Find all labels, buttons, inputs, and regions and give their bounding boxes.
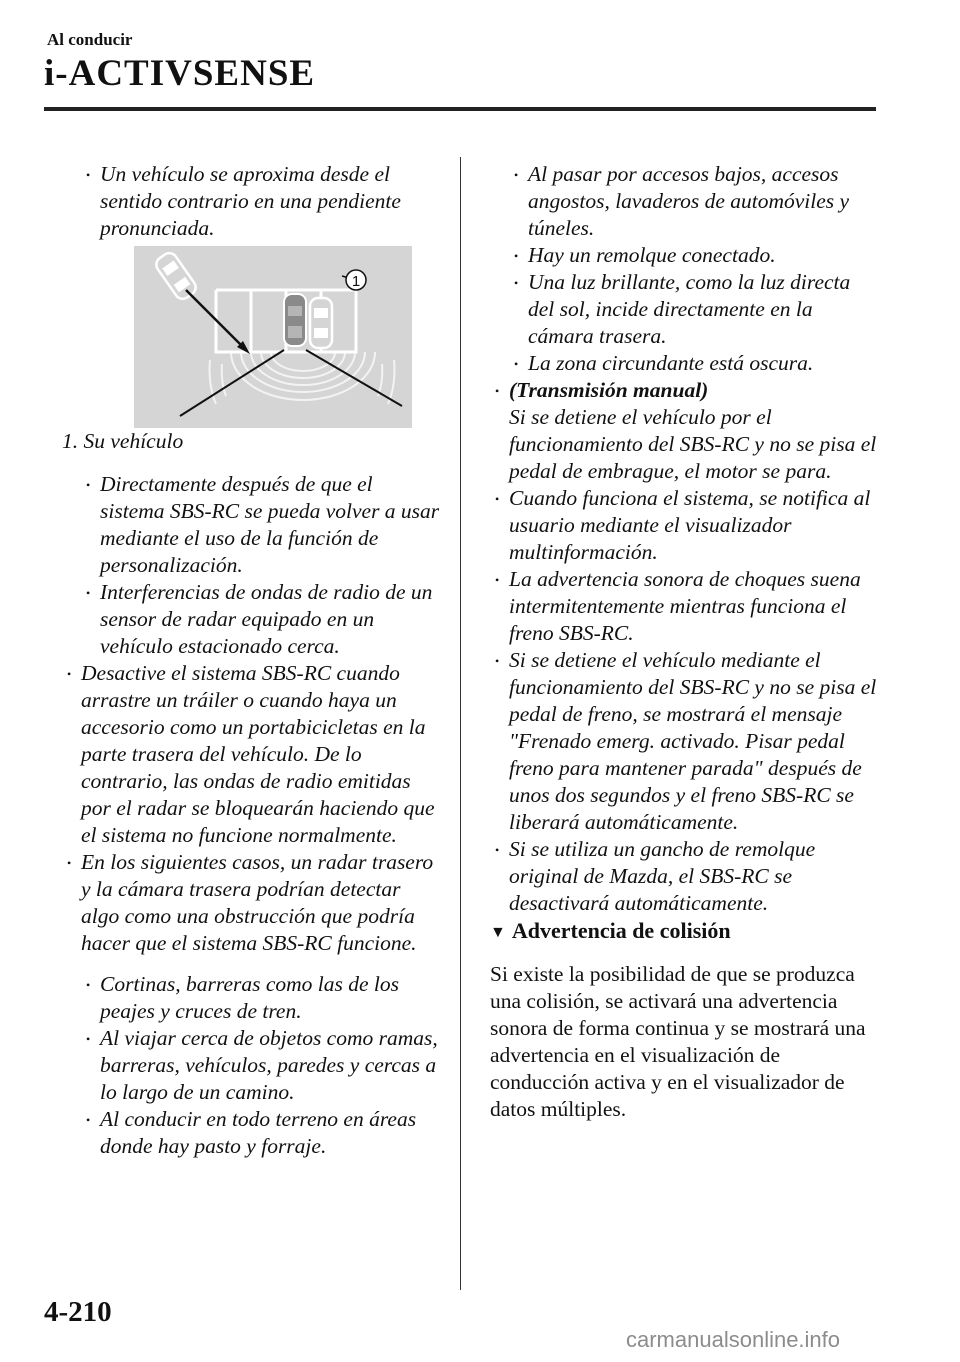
own-vehicle: [284, 294, 306, 346]
watermark: carmanualsonline.info: [626, 1327, 841, 1352]
list-item: • Hay un remolque conectado.: [490, 242, 880, 269]
list-item: • En los siguientes casos, un radar trasero y la cámara trasera podrían detectar algo como una obstrucción que podría hacer que el sistema SBS-RC funcione.: [62, 849, 442, 957]
parking-diagram: [134, 246, 412, 428]
left-column: [62, 161, 442, 1160]
radar-waves: [210, 352, 395, 404]
detection-lines: [180, 350, 402, 416]
list-item: • Directamente después de que el sistema SBS-RC se pueda volver a usar mediante el uso de la función de personalización.: [62, 471, 442, 579]
figure-caption: 1. Su vehículo: [62, 429, 184, 453]
list-item: • Una luz brillante, como la luz directa del sol, incide directamente en la cámara trasera.: [490, 269, 880, 350]
header-section-label: Al conducir: [47, 30, 133, 49]
list-item: • Al viajar cerca de objetos como ramas, barreras, vehículos, paredes y cercas a lo largo de un camino.: [62, 1025, 442, 1106]
list-item: [490, 377, 880, 485]
adjacent-vehicle: [310, 298, 332, 348]
list-item: • Cuando funciona el sistema, se notifica al usuario mediante el visualizador multinformación.: [490, 485, 880, 566]
list-item: • Si se detiene el vehículo mediante el funcionamiento del SBS-RC y no se pisa el pedal de freno, se mostrará el mensaje "Frenado emerg. activado. Pisar pedal freno para mantener parada" después de unos dos segundos y el freno SBS-RC se liberará automáticamente.: [490, 647, 880, 836]
list-item: • Si se utiliza un gancho de remolque original de Mazda, el SBS-RC se desactivará automáticamente.: [490, 836, 880, 917]
header-rule: [44, 107, 876, 111]
parking-figure: [134, 246, 412, 428]
list-item: • Cortinas, barreras como las de los peajes y cruces de tren.: [62, 971, 442, 1025]
list-item: • Desactive el sistema SBS-RC cuando arrastre un tráiler o cuando haya un accesorio como un portabicicletas en la parte trasera del vehículo. De lo contrario, las ondas de radio emitidas por el radar se bloquearán haciendo que el sistema no funcione normalmente.: [62, 660, 442, 849]
manual-text: Si se detiene el vehículo por el funcionamiento del SBS-RC y no se pisa el pedal de embrague, el motor se para.: [509, 405, 877, 483]
list-item: • Interferencias de ondas de radio de un sensor de radar equipado en un vehículo estacionado cerca.: [62, 579, 442, 660]
right-column: [490, 161, 880, 1123]
section-heading: [490, 917, 880, 947]
section-title: Advertencia de colisión: [511, 918, 731, 943]
section-body: Si existe la posibilidad de que se produzca una colisión, se activará una advertencia sonora de forma continua y se mostrará una advertencia en el visualización de conducción activa y en el visualizador de datos múltiples.: [490, 962, 866, 1121]
list-item: • Al pasar por accesos bajos, accesos angostos, lavaderos de automóviles y túneles.: [490, 161, 880, 242]
page-title: i-ACTIVSENSE: [44, 53, 316, 94]
triangle-down-icon: ▼: [490, 924, 506, 941]
list-item: • Al conducir en todo terreno en áreas donde hay pasto y forraje.: [62, 1106, 442, 1160]
manual-title: (Transmisión manual): [509, 378, 709, 402]
path-arrow: [186, 290, 250, 354]
page-number: 4-210: [44, 1296, 112, 1328]
list-item: • La advertencia sonora de choques suena intermitentemente mientras funciona el freno SBS-RC.: [490, 566, 880, 647]
column-divider: [460, 157, 461, 1290]
callout-number: 1: [351, 273, 361, 290]
list-item: • La zona circundante está oscura.: [490, 350, 880, 377]
list-item: • Un vehículo se aproxima desde el sentido contrario en una pendiente pronunciada.: [62, 161, 442, 242]
